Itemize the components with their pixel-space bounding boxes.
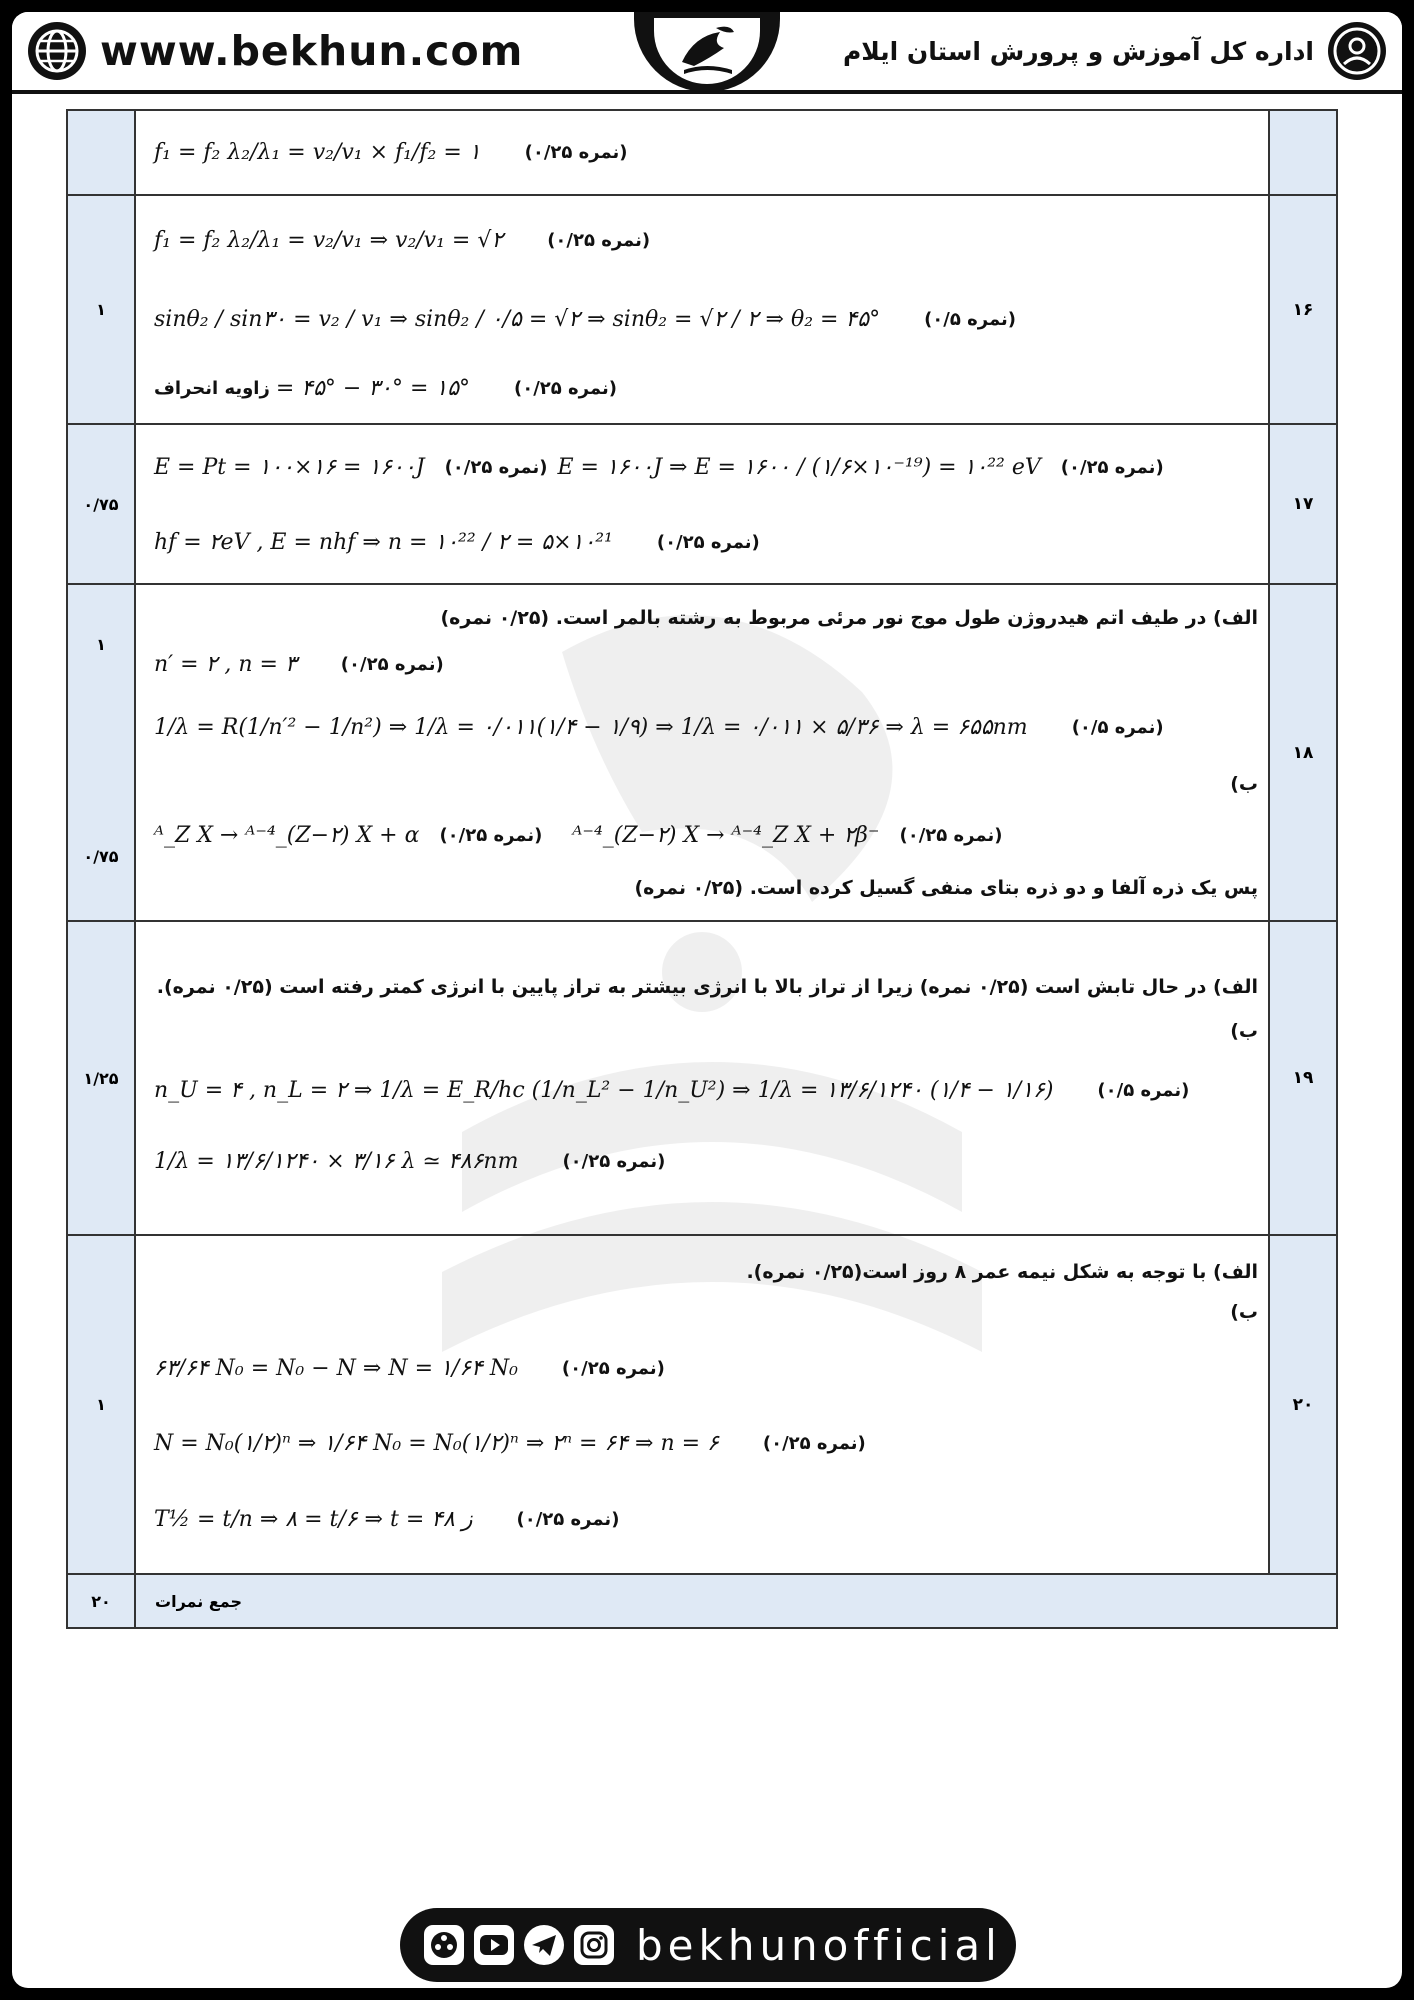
telegram-icon[interactable] — [524, 1925, 564, 1965]
score-part-b: ۰/۷۵ — [83, 847, 119, 866]
equation-line — [154, 205, 1258, 277]
mark-label: (۰/۲۵ نمره) — [516, 1509, 620, 1530]
score-cell: ۱ — [67, 1235, 135, 1574]
score-cell — [67, 584, 135, 921]
answer-text-alef: الف) در حال تابش است (۰/۲۵ نمره) زیرا از تراز بالا با انرژی بیشتر به تراز پایین با انرژی کمتر رفته است (۰/۲۵ نمره). — [156, 976, 1258, 998]
mark-label: (۰/۵ نمره) — [924, 309, 1017, 330]
table-row-17 — [67, 424, 1337, 584]
equation-text: T½ = t/n ⇒ ۸ = t/۶ ⇒ t = ۴۸ ز — [154, 1507, 473, 1532]
header — [12, 12, 1402, 94]
website-block[interactable] — [28, 18, 523, 84]
answer-text-be: ب) — [1230, 772, 1258, 795]
question-number-cell: ۱۹ — [1269, 921, 1337, 1235]
equation-text: ᴬ⁻⁴_(Z−۲) X → ᴬ⁻⁴_Z X + ۲β⁻ — [572, 823, 880, 848]
film-reel-icon[interactable] — [424, 1925, 464, 1965]
equation-line — [154, 277, 1258, 363]
equation-line — [154, 140, 1258, 165]
equation-line — [154, 363, 1258, 415]
mark-label: (۰/۲۵ نمره) — [1060, 456, 1164, 478]
mark-label: (۰/۲۵ نمره) — [547, 230, 651, 251]
equation-text: = ۴۵° − ۳۰° = ۱۵° — [275, 376, 471, 401]
total-label: جمع نمرات — [155, 1591, 243, 1611]
table-row-19 — [67, 921, 1337, 1235]
question-number-cell: ۱۸ — [1269, 584, 1337, 921]
user-avatar-icon — [1328, 22, 1386, 80]
mark-label: (۰/۲۵ نمره) — [439, 825, 543, 846]
mark-label: (۰/۲۵ نمره) — [762, 1433, 866, 1454]
social-handle[interactable]: bekhunofficial — [636, 1920, 1002, 1970]
total-score: ۲۰ — [67, 1574, 135, 1628]
score-cell — [67, 110, 135, 195]
equation-text: f₁ = f₂ λ₂/λ₁ = v₂/v₁ × f₁/f₂ = ۱ — [154, 140, 481, 165]
equation-line — [154, 429, 1258, 505]
equation-line — [154, 1406, 1258, 1482]
equation-line — [154, 638, 1258, 692]
mark-label: (۰/۲۵ نمره) — [340, 654, 444, 675]
organization-name: اداره کل آموزش و پرورش استان ایلام — [842, 36, 1314, 66]
score-cell: ۰/۷۵ — [67, 424, 135, 584]
mark-label: (۰/۵ نمره) — [1097, 1079, 1190, 1101]
answer-cell — [135, 424, 1269, 584]
answer-cell — [135, 921, 1269, 1235]
equation-line — [154, 1051, 1258, 1129]
answer-text-be: ب) — [1230, 1020, 1258, 1042]
equation-line — [154, 505, 1258, 579]
equation-text: E = ۱۶۰۰J ⇒ E = ۱۶۰۰ / (۱/۶×۱۰⁻¹⁹) = ۱۰²² eV — [557, 454, 1041, 480]
answer-text-be: ب) — [1230, 1300, 1258, 1323]
score-cell: ۱ — [67, 195, 135, 424]
mark-label: (۰/۲۵ نمره) — [514, 378, 617, 399]
question-number-cell: ۱۶ — [1269, 195, 1337, 424]
equation-line — [154, 804, 1258, 868]
mark-label: (۰/۲۵ نمره) — [444, 456, 548, 478]
table-row-18 — [67, 584, 1337, 921]
equation-text: n′ = ۲ , n = ۳ — [154, 652, 297, 677]
equation-line — [154, 1332, 1258, 1406]
total-label-cell — [135, 1574, 1337, 1628]
globe-icon — [28, 22, 86, 80]
answer-text-conclusion: پس یک ذره آلفا و دو ذره بتای منفی گسیل کرده است. (۰/۲۵ نمره) — [634, 876, 1258, 899]
answer-text-alef: الف) با توجه به شکل نیمه عمر ۸ روز است(۰/۲۵ نمره). — [746, 1260, 1258, 1283]
deviation-angle-label: زاویه انحراف — [154, 378, 270, 399]
website-url[interactable]: www.bekhun.com — [100, 27, 524, 75]
answer-text-alef: الف) در طیف اتم هیدروژن طول موج نور مرئی مربوط به رشته بالمر است. (۰/۲۵ نمره) — [440, 606, 1258, 629]
equation-line — [154, 1482, 1258, 1558]
equation-text: 1/λ = ۱۳/۶/۱۲۴۰ × ۳/۱۶ λ ≃ ۴۸۶nm — [154, 1148, 519, 1174]
equation-text: E = Pt = ۱۰۰×۱۶ = ۱۶۰۰J — [154, 454, 425, 480]
page — [12, 12, 1402, 1988]
question-number-cell: ۲۰ — [1269, 1235, 1337, 1574]
table-row-16 — [67, 195, 1337, 424]
mark-label: (۰/۲۵ نمره) — [524, 142, 628, 163]
footer-social-bar — [400, 1908, 1016, 1982]
mark-label: (۰/۲۵ نمره) — [656, 531, 760, 553]
youtube-icon[interactable] — [474, 1925, 514, 1965]
instagram-icon[interactable] — [574, 1925, 614, 1965]
total-row — [67, 1574, 1337, 1628]
equation-text: n_U = ۴ , n_L = ۲ ⇒ 1/λ = E_R/hc (1/n_L² − 1/n_U²) ⇒ 1/λ = ۱۳/۶/۱۲۴۰ (۱/۴ − ۱/۱۶) — [154, 1077, 1054, 1103]
table-row-15 — [67, 110, 1337, 195]
equation-line — [154, 1129, 1258, 1193]
mark-label: (۰/۲۵ نمره) — [561, 1358, 665, 1379]
answer-cell — [135, 1235, 1269, 1574]
question-number-cell — [1269, 110, 1337, 195]
answer-cell — [135, 195, 1269, 424]
score-cell: ۱/۲۵ — [67, 921, 135, 1235]
equation-text: 1/λ = R(1/n′² − 1/n²) ⇒ 1/λ = ۰/۰۱۱(۱/۴ − ۱/۹) ⇒ 1/λ = ۰/۰۱۱ × ۵/۳۶ ⇒ λ = ۶۵۵nm — [154, 715, 1028, 740]
equation-text: ᴬ_Z X → ᴬ⁻⁴_(Z−۲) X + α — [154, 823, 420, 848]
equation-text: hf = ۲eV , E = nhf ⇒ n = ۱۰²² / ۲ = ۵×۱۰²¹ — [154, 529, 613, 555]
mark-label: (۰/۲۵ نمره) — [562, 1150, 666, 1172]
equation-line — [154, 692, 1258, 764]
score-part-a: ۱ — [96, 635, 106, 654]
equation-text: f₁ = f₂ λ₂/λ₁ = v₂/v₁ ⇒ v₂/v₁ = √۲ — [154, 228, 504, 253]
answer-table — [66, 109, 1338, 1629]
table-row-20 — [67, 1235, 1337, 1574]
equation-text: sinθ₂ / sin۳۰ = v₂ / v₁ ⇒ sinθ₂ / ۰/۵ = √۲ ⇒ sinθ₂ = √۲ / ۲ ⇒ θ₂ = ۴۵° — [154, 307, 881, 332]
equation-text: ۶۳/۶۴ N₀ = N₀ − N ⇒ N = ۱/۶۴ N₀ — [154, 1356, 518, 1381]
answer-cell — [135, 584, 1269, 921]
mark-label: (۰/۲۵ نمره) — [899, 825, 1003, 846]
organization-block — [843, 18, 1386, 84]
question-number-cell: ۱۷ — [1269, 424, 1337, 584]
equation-text: N = N₀(۱/۲)ⁿ ⇒ ۱/۶۴ N₀ = N₀(۱/۲)ⁿ ⇒ ۲ⁿ = ۶۴ ⇒ n = ۶ — [154, 1431, 719, 1456]
mark-label: (۰/۵ نمره) — [1071, 717, 1164, 738]
answer-cell — [135, 110, 1269, 195]
logo — [634, 12, 780, 92]
